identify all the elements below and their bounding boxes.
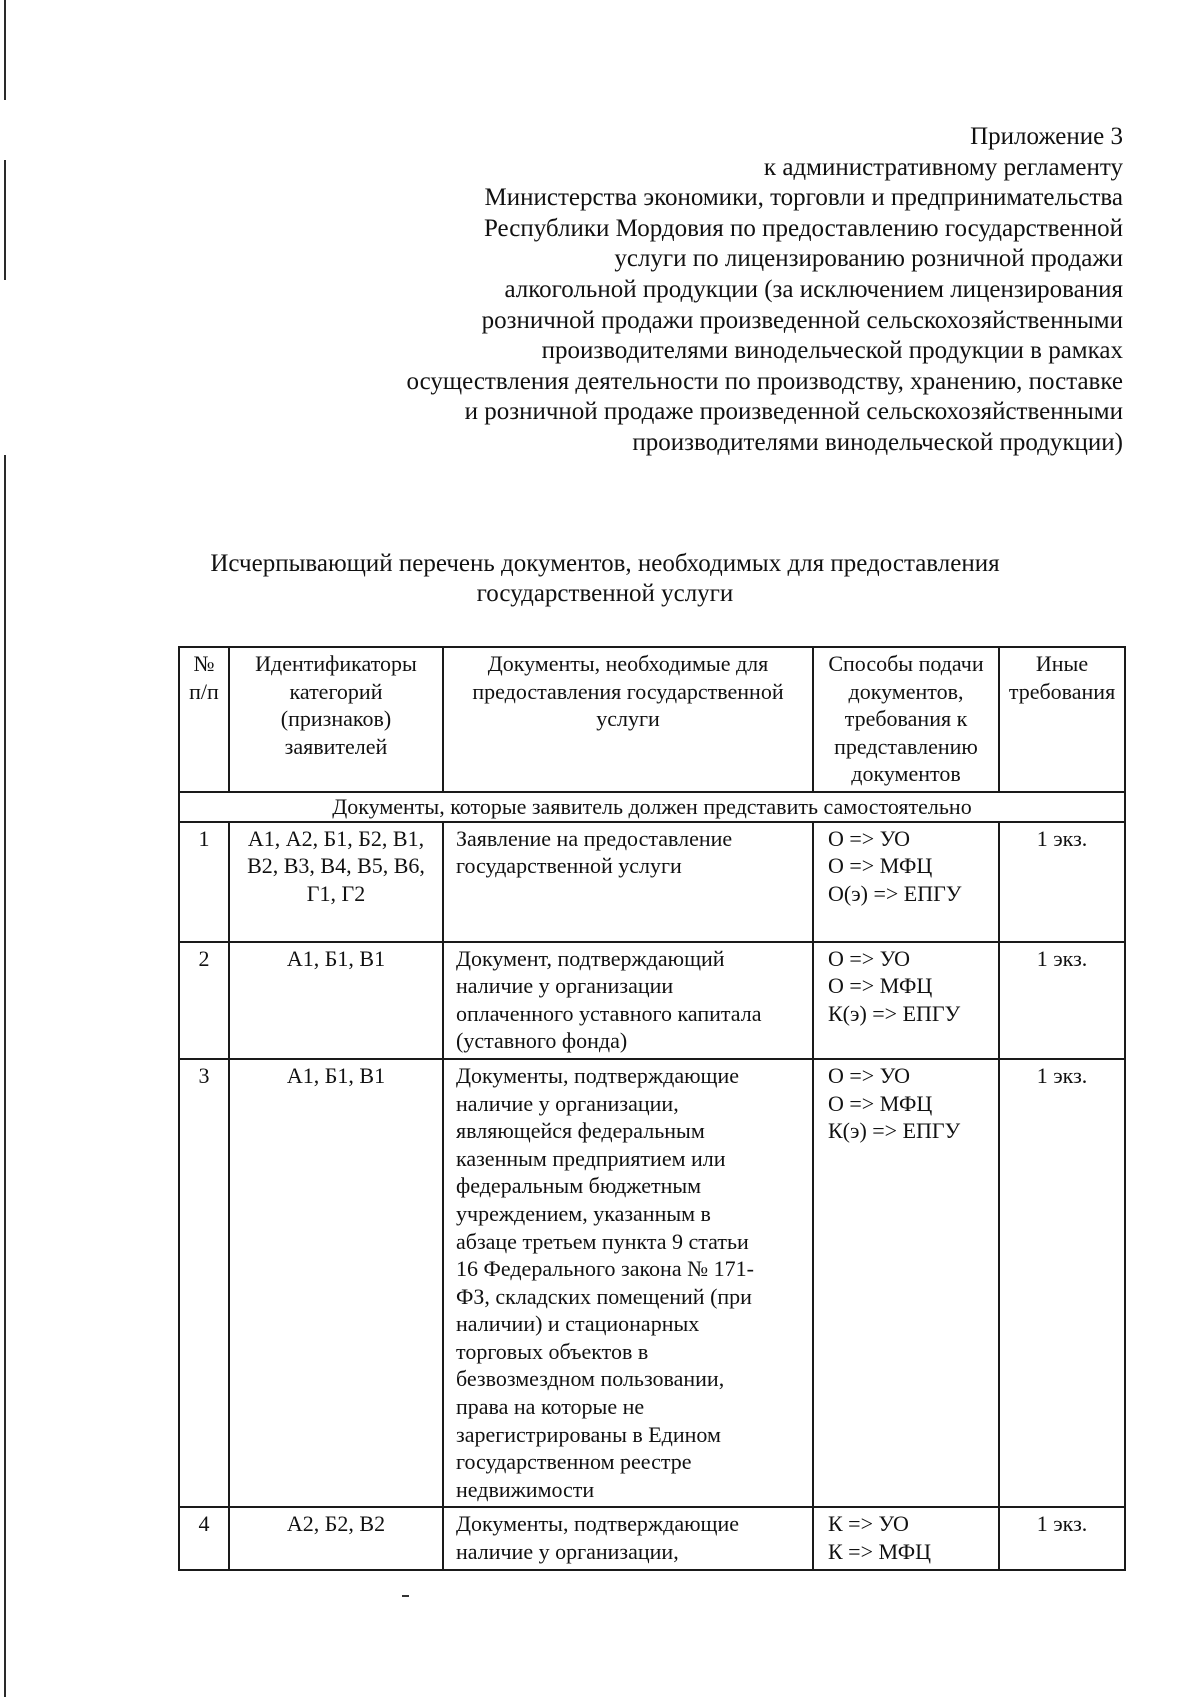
appendix-line: осуществления деятельности по производству, хранению, поставке <box>406 367 1123 395</box>
cell-methods: О => УО О => МФЦ К(э) => ЕПГУ <box>813 1059 999 1508</box>
cell-doc: Заявление на предоставление государственной услуги <box>443 822 813 942</box>
header-methods: Способы подачи документов, требования к представлению документов <box>813 647 999 792</box>
header-other: Иные требования <box>999 647 1125 792</box>
appendix-line: Республики Мордовия по предоставлению государственной <box>483 214 1123 242</box>
cell-methods: О => УО О => МФЦ К(э) => ЕПГУ <box>813 942 999 1059</box>
header-ids: Идентификаторы категорий (признаков) заявителей <box>229 647 443 792</box>
cell-other: 1 экз. <box>999 942 1125 1059</box>
cell-other: 1 экз. <box>999 1507 1125 1569</box>
section-row <box>179 792 1125 822</box>
cell-num: 2 <box>179 942 229 1059</box>
cell-num: 4 <box>179 1507 229 1569</box>
cell-doc: Документы, подтверждающие наличие у организации, являющейся федеральным казенным предприятием или федеральным бюджетным учреждением, указанным в абзаце третьем пункта 9 статьи 16 Федерального закона № 171- ФЗ, складских помещений (при наличии) и стационарных торговых объектов в безвозмездном пользовании, права на которые не зарегистрированы в Едином государственном реестре недвижимости <box>443 1059 813 1508</box>
appendix-line: производителями винодельческой продукции в рамках <box>541 337 1123 365</box>
documents-table <box>178 646 1126 1571</box>
appendix-header <box>283 122 1123 459</box>
cell-ids: А1, А2, Б1, Б2, В1, В2, В3, В4, В5, В6, Г1, Г2 <box>229 822 443 942</box>
appendix-line: Министерства экономики, торговли и предпринимательства <box>484 184 1123 212</box>
section-label: Документы, которые заявитель должен представить самостоятельно <box>179 792 1125 822</box>
appendix-line: услуги по лицензированию розничной продажи <box>614 245 1123 273</box>
appendix-line: к административному регламенту <box>763 153 1123 181</box>
cell-ids: А1, Б1, В1 <box>229 942 443 1059</box>
table-row <box>179 822 1125 942</box>
scan-margin-line <box>4 455 6 1697</box>
appendix-line: производителями винодельческой продукции) <box>632 428 1123 456</box>
cell-other: 1 экз. <box>999 822 1125 942</box>
table-row <box>179 1507 1125 1569</box>
table-row <box>179 942 1125 1059</box>
cell-ids: А1, Б1, В1 <box>229 1059 443 1508</box>
cell-ids: А2, Б2, В2 <box>229 1507 443 1569</box>
table-row <box>179 1059 1125 1508</box>
document-title: Исчерпывающий перечень документов, необходимых для предоставления государственной услуги <box>210 550 1000 607</box>
appendix-line: алкогольной продукции (за исключением лицензирования <box>504 275 1123 303</box>
scan-mark <box>402 1595 409 1597</box>
cell-num: 3 <box>179 1059 229 1508</box>
header-doc: Документы, необходимые для предоставления государственной услуги <box>443 647 813 792</box>
cell-methods: О => УО О => МФЦ О(э) => ЕПГУ <box>813 822 999 942</box>
appendix-line: розничной продажи произведенной сельскохозяйственными <box>481 306 1123 334</box>
appendix-line: и розничной продаже произведенной сельскохозяйственными <box>464 398 1123 426</box>
appendix-line: Приложение 3 <box>970 123 1123 150</box>
table-header-row <box>179 647 1125 792</box>
cell-num: 1 <box>179 822 229 942</box>
scan-margin-line <box>4 160 6 280</box>
cell-doc: Документ, подтверждающий наличие у организации оплаченного уставного капитала (уставного фонда) <box>443 942 813 1059</box>
header-num: № п/п <box>179 647 229 792</box>
cell-methods: К => УО К => МФЦ <box>813 1507 999 1569</box>
cell-doc: Документы, подтверждающие наличие у организации, <box>443 1507 813 1569</box>
cell-other: 1 экз. <box>999 1059 1125 1508</box>
scan-margin-line <box>4 0 6 100</box>
